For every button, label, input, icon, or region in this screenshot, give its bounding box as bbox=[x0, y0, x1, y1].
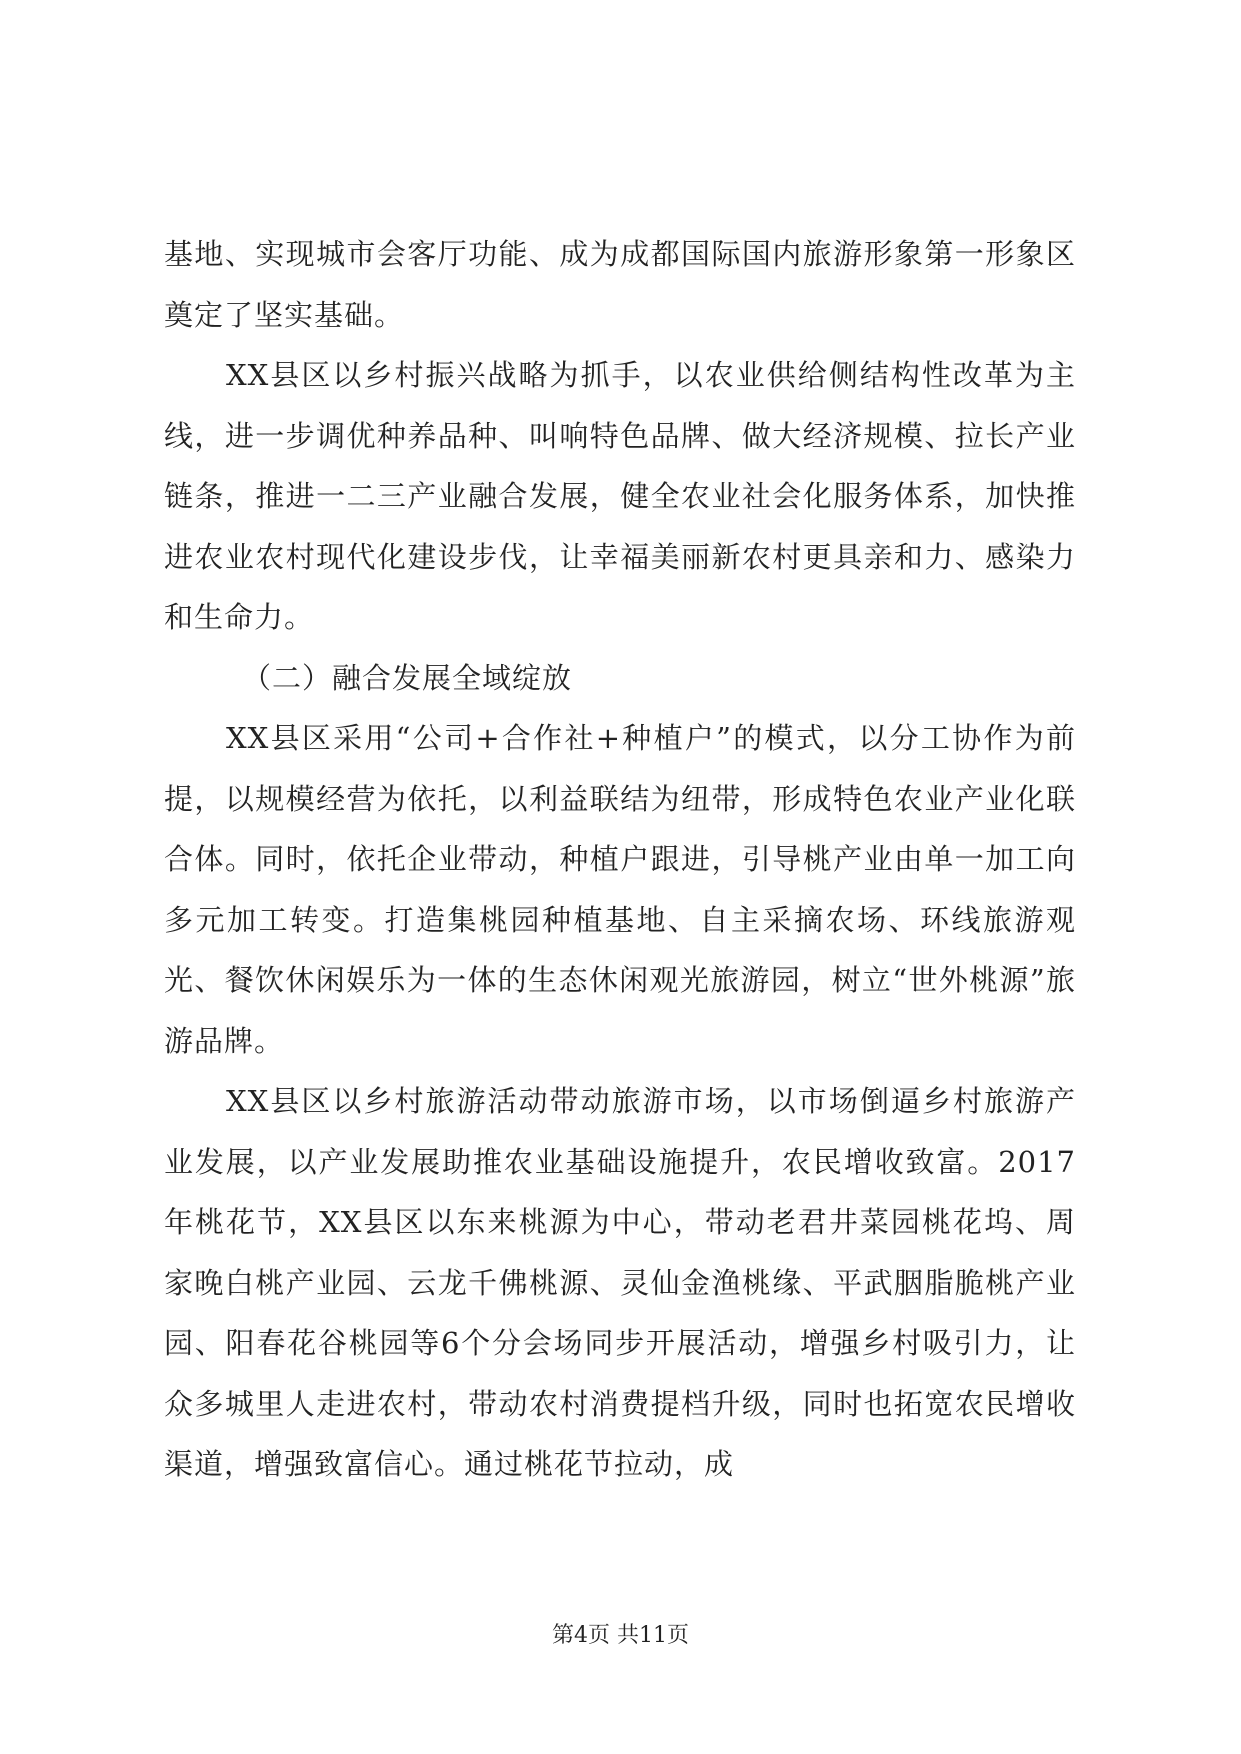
paragraph-continuation: 基地、实现城市会客厅功能、成为成都国际国内旅游形象第一形象区奠定了坚实基础。 bbox=[164, 237, 1076, 332]
page-number-footer: 第4页 共11页 bbox=[552, 1623, 689, 1648]
paragraph-cooperative-model: XX县区采用“公司+合作社+种植户”的模式，以分工协作为前提，以规模经营为依托，以利益联结为纽带，形成特色农业产业化联合体。同时，依托企业带动，种植户跟进，引导桃产业由单一加工向多元加工转变。打造集桃园种植基地、自主采摘农场、环线旅游观光、餐饮休闲娱乐为一体的生态休闲观光旅游园，树立“世外桃源”旅游品牌。 bbox=[164, 721, 1076, 1058]
paragraph-rural-tourism: XX县区以乡村旅游活动带动旅游市场，以市场倒逼乡村旅游产业发展，以产业发展助推农业基础设施提升，农民增收致富。2017年桃花节，XX县区以东来桃源为中心，带动老君井菜园桃花坞、周家晚白桃产业园、云龙千佛桃源、灵仙金渔桃缘、平武胭脂脆桃产业园、阳春花谷桃园等6个分会场同步开展活动，增强乡村吸引力，让众多城里人走进农村，带动农村消费提档升级，同时也拓宽农民增收渠道，增强致富信心。通过桃花节拉动，成 bbox=[164, 1084, 1076, 1481]
section-heading: （二）融合发展全域绽放 bbox=[242, 660, 573, 695]
document-body bbox=[164, 224, 1076, 1495]
paragraph-rural-revitalization: XX县区以乡村振兴战略为抓手，以农业供给侧结构性改革为主线，进一步调优种养品种、叫响特色品牌、做大经济规模、拉长产业链条，推进一二三产业融合发展，健全农业社会化服务体系，加快推进农业农村现代化建设步伐，让幸福美丽新农村更具亲和力、感染力和生命力。 bbox=[164, 358, 1076, 634]
